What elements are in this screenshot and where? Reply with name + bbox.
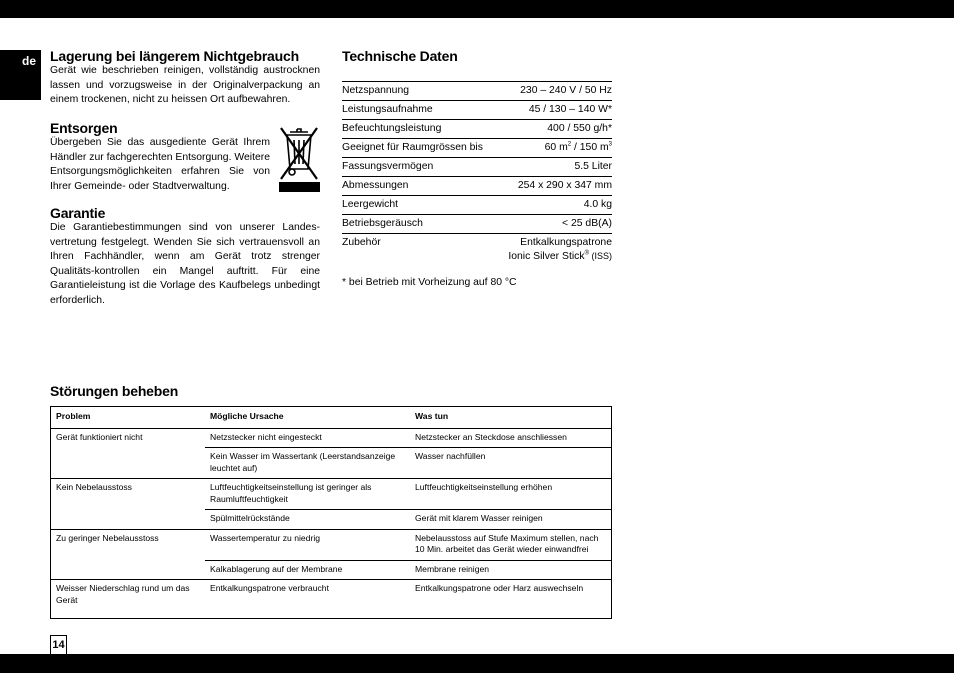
top-black-band bbox=[0, 0, 954, 18]
cause-cell: Kein Wasser im Wassertank (Leerstandsanzeige leuchtet auf) bbox=[205, 448, 410, 479]
tech-row bbox=[342, 82, 612, 101]
tech-value: 400 / 550 g/h* bbox=[547, 123, 612, 134]
warranty-section bbox=[50, 205, 320, 309]
table-header-row bbox=[51, 407, 612, 429]
tech-data-table bbox=[342, 81, 612, 268]
storage-section bbox=[50, 48, 320, 108]
cause-cell: Netzstecker nicht eingesteckt bbox=[205, 428, 410, 448]
cause-cell: Wassertemperatur zu niedrig bbox=[205, 529, 410, 560]
header-fix: Was tun bbox=[410, 407, 612, 429]
tech-label: Leistungsaufnahme bbox=[342, 104, 433, 115]
storage-text: Gerät wie beschrieben reinigen, vollständig austrocknen lassen und vorzugsweise in der Originalverpackung an einem trockenen, nicht zu heissen Ort aufbewahren. bbox=[50, 65, 320, 106]
tech-footnote: * bei Betrieb mit Vorheizung auf 80 °C bbox=[342, 277, 517, 288]
cause-cell: Luftfeuchtigkeitseinstellung ist geringer als Raumluftfeuchtigkeit bbox=[205, 479, 410, 510]
table-row bbox=[51, 580, 612, 619]
table-row bbox=[51, 560, 612, 580]
page-number: 14 bbox=[50, 635, 67, 654]
header-cause: Mögliche Ursache bbox=[205, 407, 410, 429]
disposal-section bbox=[50, 120, 270, 194]
problem-cell: Zu geringer Nebelausstoss bbox=[51, 529, 206, 560]
tech-value: 254 x 290 x 347 mm bbox=[517, 180, 612, 191]
tech-row bbox=[342, 196, 612, 215]
problem-cell bbox=[51, 510, 206, 530]
cause-cell: Kalkablagerung auf der Membrane bbox=[205, 560, 410, 580]
tech-value: 45 / 130 – 140 W* bbox=[528, 104, 612, 115]
tech-value: 4.0 kg bbox=[583, 199, 612, 210]
fix-cell: Membrane reinigen bbox=[410, 560, 612, 580]
tech-label: Abmessungen bbox=[342, 180, 409, 191]
problem-cell bbox=[51, 560, 206, 580]
tech-row bbox=[342, 234, 612, 268]
fix-cell: Wasser nachfüllen bbox=[410, 448, 612, 479]
tech-value: Entkalkungspatrone Ionic Silver Stick® (ISS) bbox=[508, 237, 612, 262]
disposal-text: Übergeben Sie das ausgediente Gerät Ihrem Händler zur fachgerechten Entsorgung. Weitere Entsorgungsmöglichkeiten erfahren Sie von Ihrer Gemeinde- oder Stadtverwaltung. bbox=[50, 137, 270, 192]
fix-cell: Luftfeuchtigkeitseinstellung erhöhen bbox=[410, 479, 612, 510]
tech-value: 5.5 Liter bbox=[574, 161, 612, 172]
table-row bbox=[51, 428, 612, 448]
tech-value: < 25 dB(A) bbox=[562, 218, 612, 229]
tech-row bbox=[342, 177, 612, 196]
warranty-text: Die Garantiebestimmungen sind von unserer Landes-vertretung festgelegt. Wenden Sie sich vertrauensvoll an Ihren Fachhändler, wenn am Gerät trotz strenger Qualitäts-kontrollen ein Mangel auftritt. Für eine Garantieleistung ist die Vorlage des Kaufbelegs unbedingt erforderlich. bbox=[50, 222, 320, 306]
table-row bbox=[51, 479, 612, 510]
cause-cell: Entkalkungspatrone verbraucht bbox=[205, 580, 410, 619]
cause-cell: Spülmittelrückstände bbox=[205, 510, 410, 530]
tech-value: 60 $m^2 / 150$ $m^3$ bbox=[544, 141, 612, 153]
tech-label: Betriebsgeräusch bbox=[342, 218, 423, 229]
troubleshooting-table bbox=[50, 406, 612, 619]
fix-cell: Netzstecker an Steckdose anschliessen bbox=[410, 428, 612, 448]
tech-row bbox=[342, 215, 612, 234]
fix-cell: Entkalkungspatrone oder Harz auswechseln bbox=[410, 580, 612, 619]
fix-cell: Nebelausstoss auf Stufe Maximum stellen, nach 10 Min. arbeitet das Gerät wieder einwandfrei bbox=[410, 529, 612, 560]
troubleshooting-section bbox=[50, 383, 612, 619]
problem-cell bbox=[51, 448, 206, 479]
header-problem: Problem bbox=[51, 407, 206, 429]
problem-cell: Gerät funktioniert nicht bbox=[51, 428, 206, 448]
table-row bbox=[51, 529, 612, 560]
tech-data-title: Technische Daten bbox=[342, 48, 458, 64]
bottom-black-band bbox=[0, 654, 954, 673]
tech-label: Netzspannung bbox=[342, 85, 410, 96]
tech-label: Leergewicht bbox=[342, 199, 399, 210]
table-row bbox=[51, 448, 612, 479]
tech-value: 230 – 240 V / 50 Hz bbox=[520, 85, 612, 96]
tech-label: Fassungsvermögen bbox=[342, 161, 434, 172]
language-tab: de bbox=[0, 50, 41, 100]
tech-label: Geeignet für Raumgrössen bis bbox=[342, 142, 483, 153]
problem-cell: Weisser Niederschlag rund um das Gerät bbox=[51, 580, 206, 619]
tech-data-section bbox=[342, 48, 612, 288]
table-row bbox=[51, 510, 612, 530]
tech-row bbox=[342, 120, 612, 139]
problem-cell: Kein Nebelausstoss bbox=[51, 479, 206, 510]
tech-label: Zubehör bbox=[342, 237, 381, 248]
tech-row bbox=[342, 158, 612, 177]
tech-row bbox=[342, 101, 612, 120]
tech-row bbox=[342, 139, 612, 158]
crossed-out-wheelie-bin-icon bbox=[278, 124, 320, 194]
tech-label: Befeuchtungsleistung bbox=[342, 123, 442, 134]
troubleshooting-title: Störungen beheben bbox=[50, 383, 179, 399]
storage-title: Lagerung bei längerem Nichtgebrauch bbox=[50, 48, 299, 64]
fix-cell: Gerät mit klarem Wasser reinigen bbox=[410, 510, 612, 530]
warranty-title: Garantie bbox=[50, 205, 106, 221]
disposal-title: Entsorgen bbox=[50, 120, 118, 136]
